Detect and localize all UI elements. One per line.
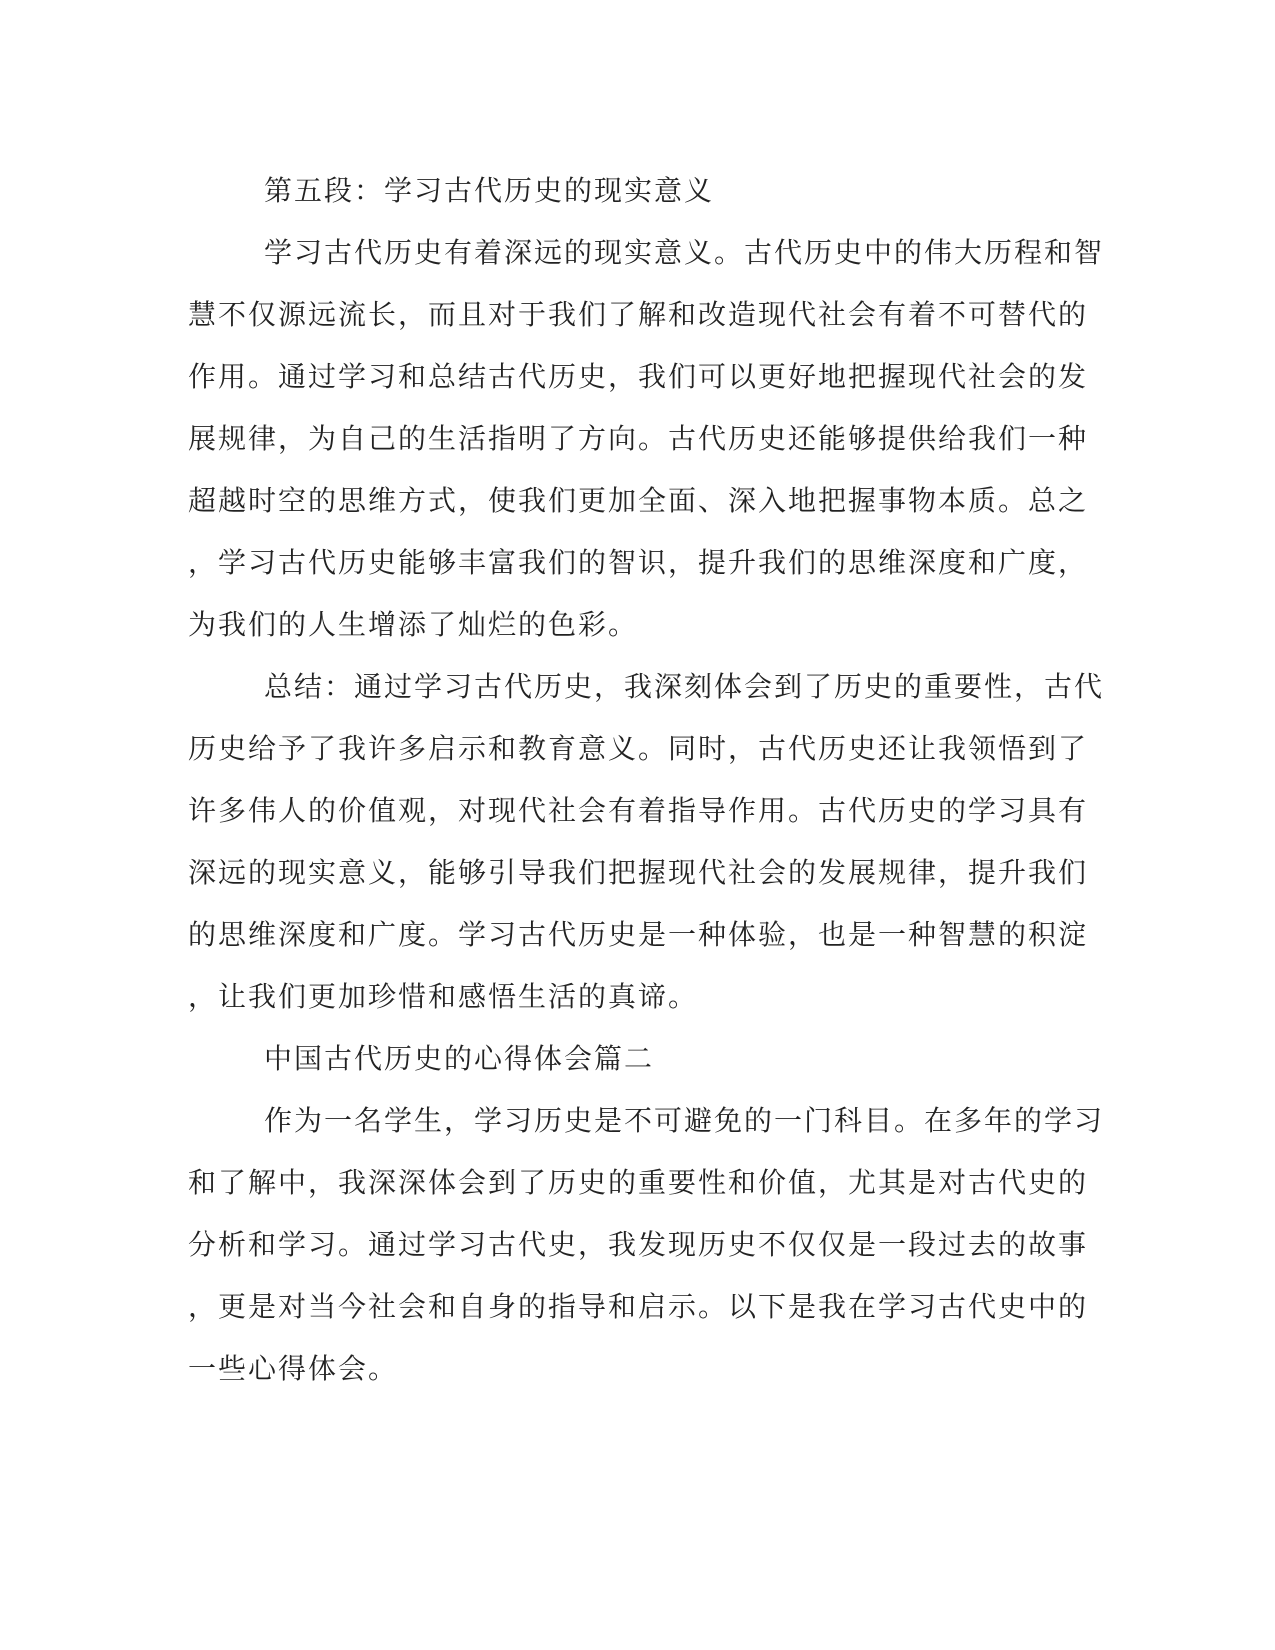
summary-line: 总结：通过学习古代历史，我深刻体会到了历史的重要性，古代 bbox=[264, 670, 1105, 703]
paragraph-line: 为我们的人生增添了灿烂的色彩。 bbox=[188, 608, 639, 641]
paragraph-line: 超越时空的思维方式，使我们更加全面、深入地把握事物本质。总之 bbox=[188, 484, 1089, 517]
summary-line: 许多伟人的价值观，对现代社会有着指导作用。古代历史的学习具有 bbox=[188, 794, 1089, 827]
paragraph-line: 展规律，为自己的生活指明了方向。古代历史还能够提供给我们一种 bbox=[188, 422, 1089, 455]
paragraph-line: 作为一名学生，学习历史是不可避免的一门科目。在多年的学习 bbox=[264, 1104, 1105, 1137]
paragraph-line: ，学习古代历史能够丰富我们的智识，提升我们的思维深度和广度， bbox=[188, 546, 1089, 579]
article-title-2: 中国古代历史的心得体会篇二 bbox=[264, 1042, 655, 1075]
paragraph-line: 和了解中，我深深体会到了历史的重要性和价值，尤其是对古代史的 bbox=[188, 1166, 1089, 1199]
paragraph-line: 慧不仅源远流长，而且对于我们了解和改造现代社会有着不可替代的 bbox=[188, 298, 1089, 331]
section-heading-5: 第五段：学习古代历史的现实意义 bbox=[264, 174, 715, 207]
paragraph-line: 学习古代历史有着深远的现实意义。古代历史中的伟大历程和智 bbox=[264, 236, 1105, 269]
document-body bbox=[188, 160, 1105, 1400]
summary-line: 深远的现实意义，能够引导我们把握现代社会的发展规律，提升我们 bbox=[188, 856, 1089, 889]
paragraph-line: 一些心得体会。 bbox=[188, 1352, 399, 1385]
summary-line: 的思维深度和广度。学习古代历史是一种体验，也是一种智慧的积淀 bbox=[188, 918, 1089, 951]
paragraph-line: 作用。通过学习和总结古代历史，我们可以更好地把握现代社会的发 bbox=[188, 360, 1089, 393]
summary-line: ，让我们更加珍惜和感悟生活的真谛。 bbox=[188, 980, 699, 1013]
paragraph-line: 分析和学习。通过学习古代史，我发现历史不仅仅是一段过去的故事 bbox=[188, 1228, 1089, 1261]
paragraph-line: ，更是对当今社会和自身的指导和启示。以下是我在学习古代史中的 bbox=[188, 1290, 1089, 1323]
summary-line: 历史给予了我许多启示和教育意义。同时，古代历史还让我领悟到了 bbox=[188, 732, 1089, 765]
